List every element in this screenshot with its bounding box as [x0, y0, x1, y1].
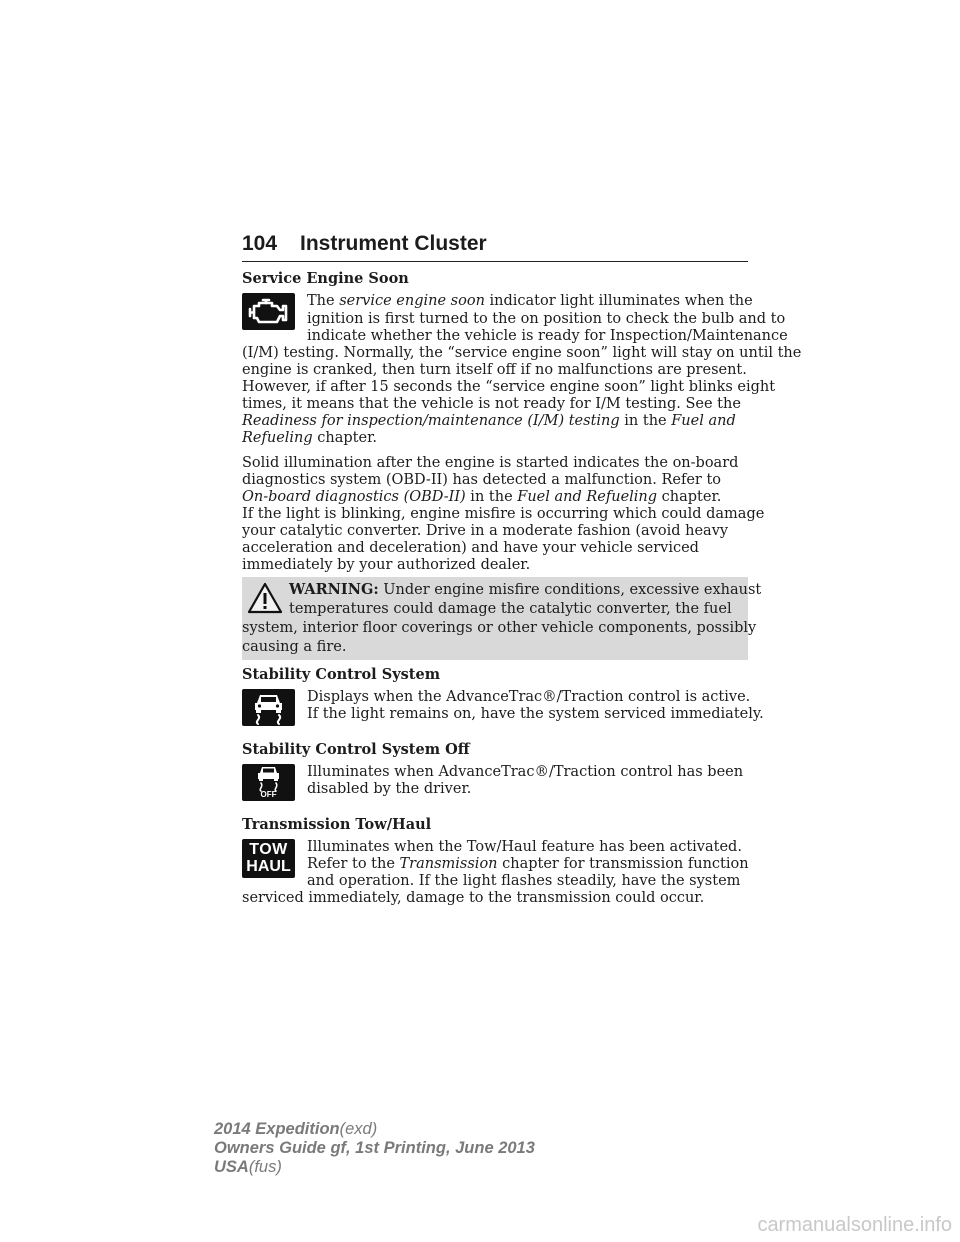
warning-triangle-icon: [247, 582, 283, 614]
section-heading-tow-haul: Transmission Tow/Haul: [242, 816, 432, 833]
sec1-line: ignition is first turned to the on position to check the bulb and to: [307, 311, 786, 327]
sec1-line: times, it means that the vehicle is not ready for I/M testing. See the: [242, 396, 741, 412]
watermark: carmanualsonline.info: [757, 1214, 952, 1236]
warning-line: causing a fire.: [242, 639, 347, 655]
sec1-p2-line: immediately by your authorized dealer.: [242, 557, 531, 573]
check-engine-icon: [242, 293, 295, 330]
sec1-line: engine is cranked, then turn itself off if no malfunctions are present.: [242, 362, 747, 378]
stability-line: Displays when the AdvanceTrac®/Traction control is active.: [307, 689, 751, 705]
sec1-line: indicate whether the vehicle is ready for Inspection/Maintenance: [307, 328, 788, 344]
tow-haul-line: Refer to the Transmission chapter for transmission function: [307, 856, 749, 872]
page-number: 104: [242, 232, 278, 255]
stability-off-line: disabled by the driver.: [307, 781, 472, 797]
footer-line2: Owners Guide gf, 1st Printing, June 2013: [214, 1139, 535, 1157]
warning-label: WARNING:: [289, 581, 379, 598]
sec1-line: However, if after 15 seconds the “service engine soon” light blinks eight: [242, 379, 776, 395]
tow-haul-icon-line2: HAUL: [246, 858, 291, 875]
chapter-title: Instrument Cluster: [300, 232, 487, 255]
tow-haul-line: serviced immediately, damage to the transmission could occur.: [242, 890, 705, 906]
sec1-line: Refueling chapter.: [242, 430, 378, 446]
stability-off-line: Illuminates when AdvanceTrac®/Traction control has been: [307, 764, 744, 780]
page-header: [242, 231, 748, 262]
warning-box: [242, 577, 762, 660]
sec1-p2-line: diagnostics system (OBD-II) has detected a malfunction. Refer to: [242, 472, 722, 488]
tow-haul-icon: [242, 839, 295, 878]
section-heading-stability-control-off: Stability Control System Off: [242, 741, 470, 758]
tow-haul-line: and operation. If the light flashes steadily, have the system: [307, 873, 741, 889]
section-heading-service-engine-soon: Service Engine Soon: [242, 270, 409, 287]
stability-line: If the light remains on, have the system serviced immediately.: [307, 706, 764, 722]
sec1-line: The service engine soon indicator light illuminates when the: [307, 293, 753, 309]
skidding-car-icon: [242, 689, 295, 726]
sec1-line: (I/M) testing. Normally, the “service engine soon” light will stay on until the: [242, 345, 802, 361]
footer-line3: USA(fus): [214, 1158, 282, 1176]
sec1-p2-line: If the light is blinking, engine misfire is occurring which could damage: [242, 506, 765, 522]
warning-line: WARNING: Under engine misfire conditions, excessive exhaust: [289, 581, 762, 598]
warning-line: system, interior floor coverings or other vehicle components, possibly: [242, 620, 757, 636]
tow-haul-line: Illuminates when the Tow/Haul feature has been activated.: [307, 839, 742, 855]
section-heading-stability-control: Stability Control System: [242, 666, 441, 683]
sec1-p2-line: acceleration and deceleration) and have your vehicle serviced: [242, 540, 699, 556]
warning-line: temperatures could damage the catalytic converter, the fuel: [289, 601, 732, 617]
sec1-p2-line: your catalytic converter. Drive in a moderate fashion (avoid heavy: [242, 523, 729, 539]
sec1-p2-line: On-board diagnostics (OBD-II) in the Fuel and Refueling chapter.: [242, 489, 722, 505]
sec1-line: Readiness for inspection/maintenance (I/M) testing in the Fuel and: [242, 413, 736, 429]
skidding-car-off-icon: [242, 764, 295, 801]
tow-haul-icon-line1: TOW: [249, 841, 288, 858]
off-icon-label: OFF: [260, 790, 277, 799]
sec1-p2-line: Solid illumination after the engine is started indicates the on-board: [242, 455, 739, 471]
footer-line1: 2014 Expedition(exd): [214, 1120, 378, 1138]
